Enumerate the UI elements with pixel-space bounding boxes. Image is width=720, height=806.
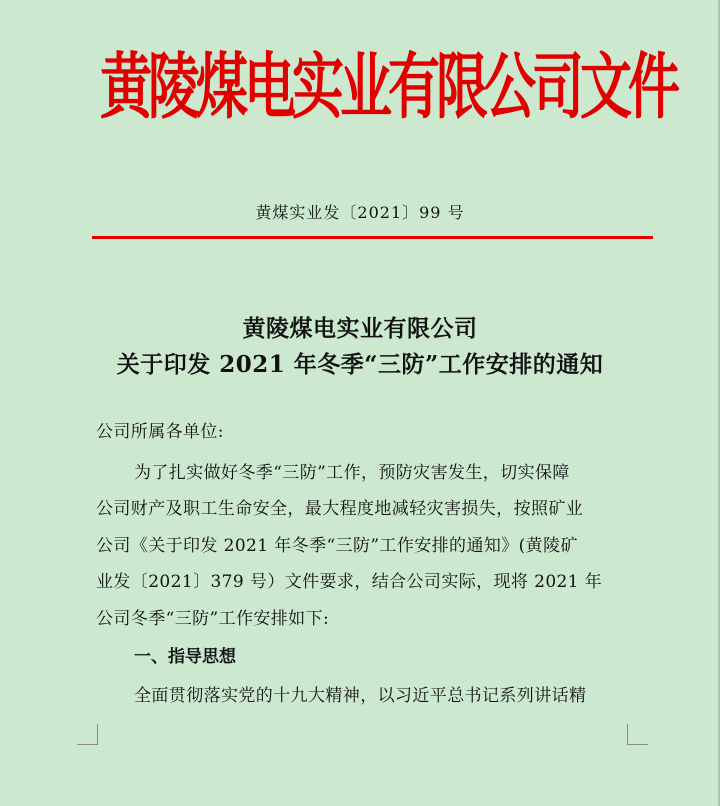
notice-title-line-2: 关于印发 2021 年冬季“三防”工作安排的通知 xyxy=(116,351,604,378)
red-header-title: 黄陵煤电实业有限公司文件 xyxy=(100,46,677,130)
paragraph-line-1: 为了扎实做好冬季“三防”工作，预防灾害发生，切实保障 xyxy=(134,463,570,483)
section-body-line-1: 全面贯彻落实党的十九大精神，以习近平总书记系列讲话精 xyxy=(134,686,587,706)
document-number: 黄煤实业发〔2021〕99 号 xyxy=(255,203,465,222)
paragraph-line-3: 公司《关于印发 2021 年冬季“三防”工作安排的通知》(黄陵矿 xyxy=(96,536,578,556)
section-heading-guiding-ideology: 一、指导思想 xyxy=(134,647,236,667)
paragraph-line-5: 公司冬季“三防”工作安排如下: xyxy=(96,609,330,629)
paragraph-line-2: 公司财产及职工生命安全，最大程度地减轻灾害损失，按照矿业 xyxy=(96,499,584,519)
page-margin-corner-left xyxy=(77,724,98,745)
page-margin-corner-right xyxy=(627,724,648,745)
notice-title-line-1: 黄陵煤电实业有限公司 xyxy=(242,315,478,342)
red-divider-line xyxy=(92,236,653,239)
salutation: 公司所属各单位: xyxy=(96,422,224,442)
paragraph-line-4: 业发〔2021〕379 号）文件要求，结合公司实际，现将 2021 年 xyxy=(96,572,603,592)
